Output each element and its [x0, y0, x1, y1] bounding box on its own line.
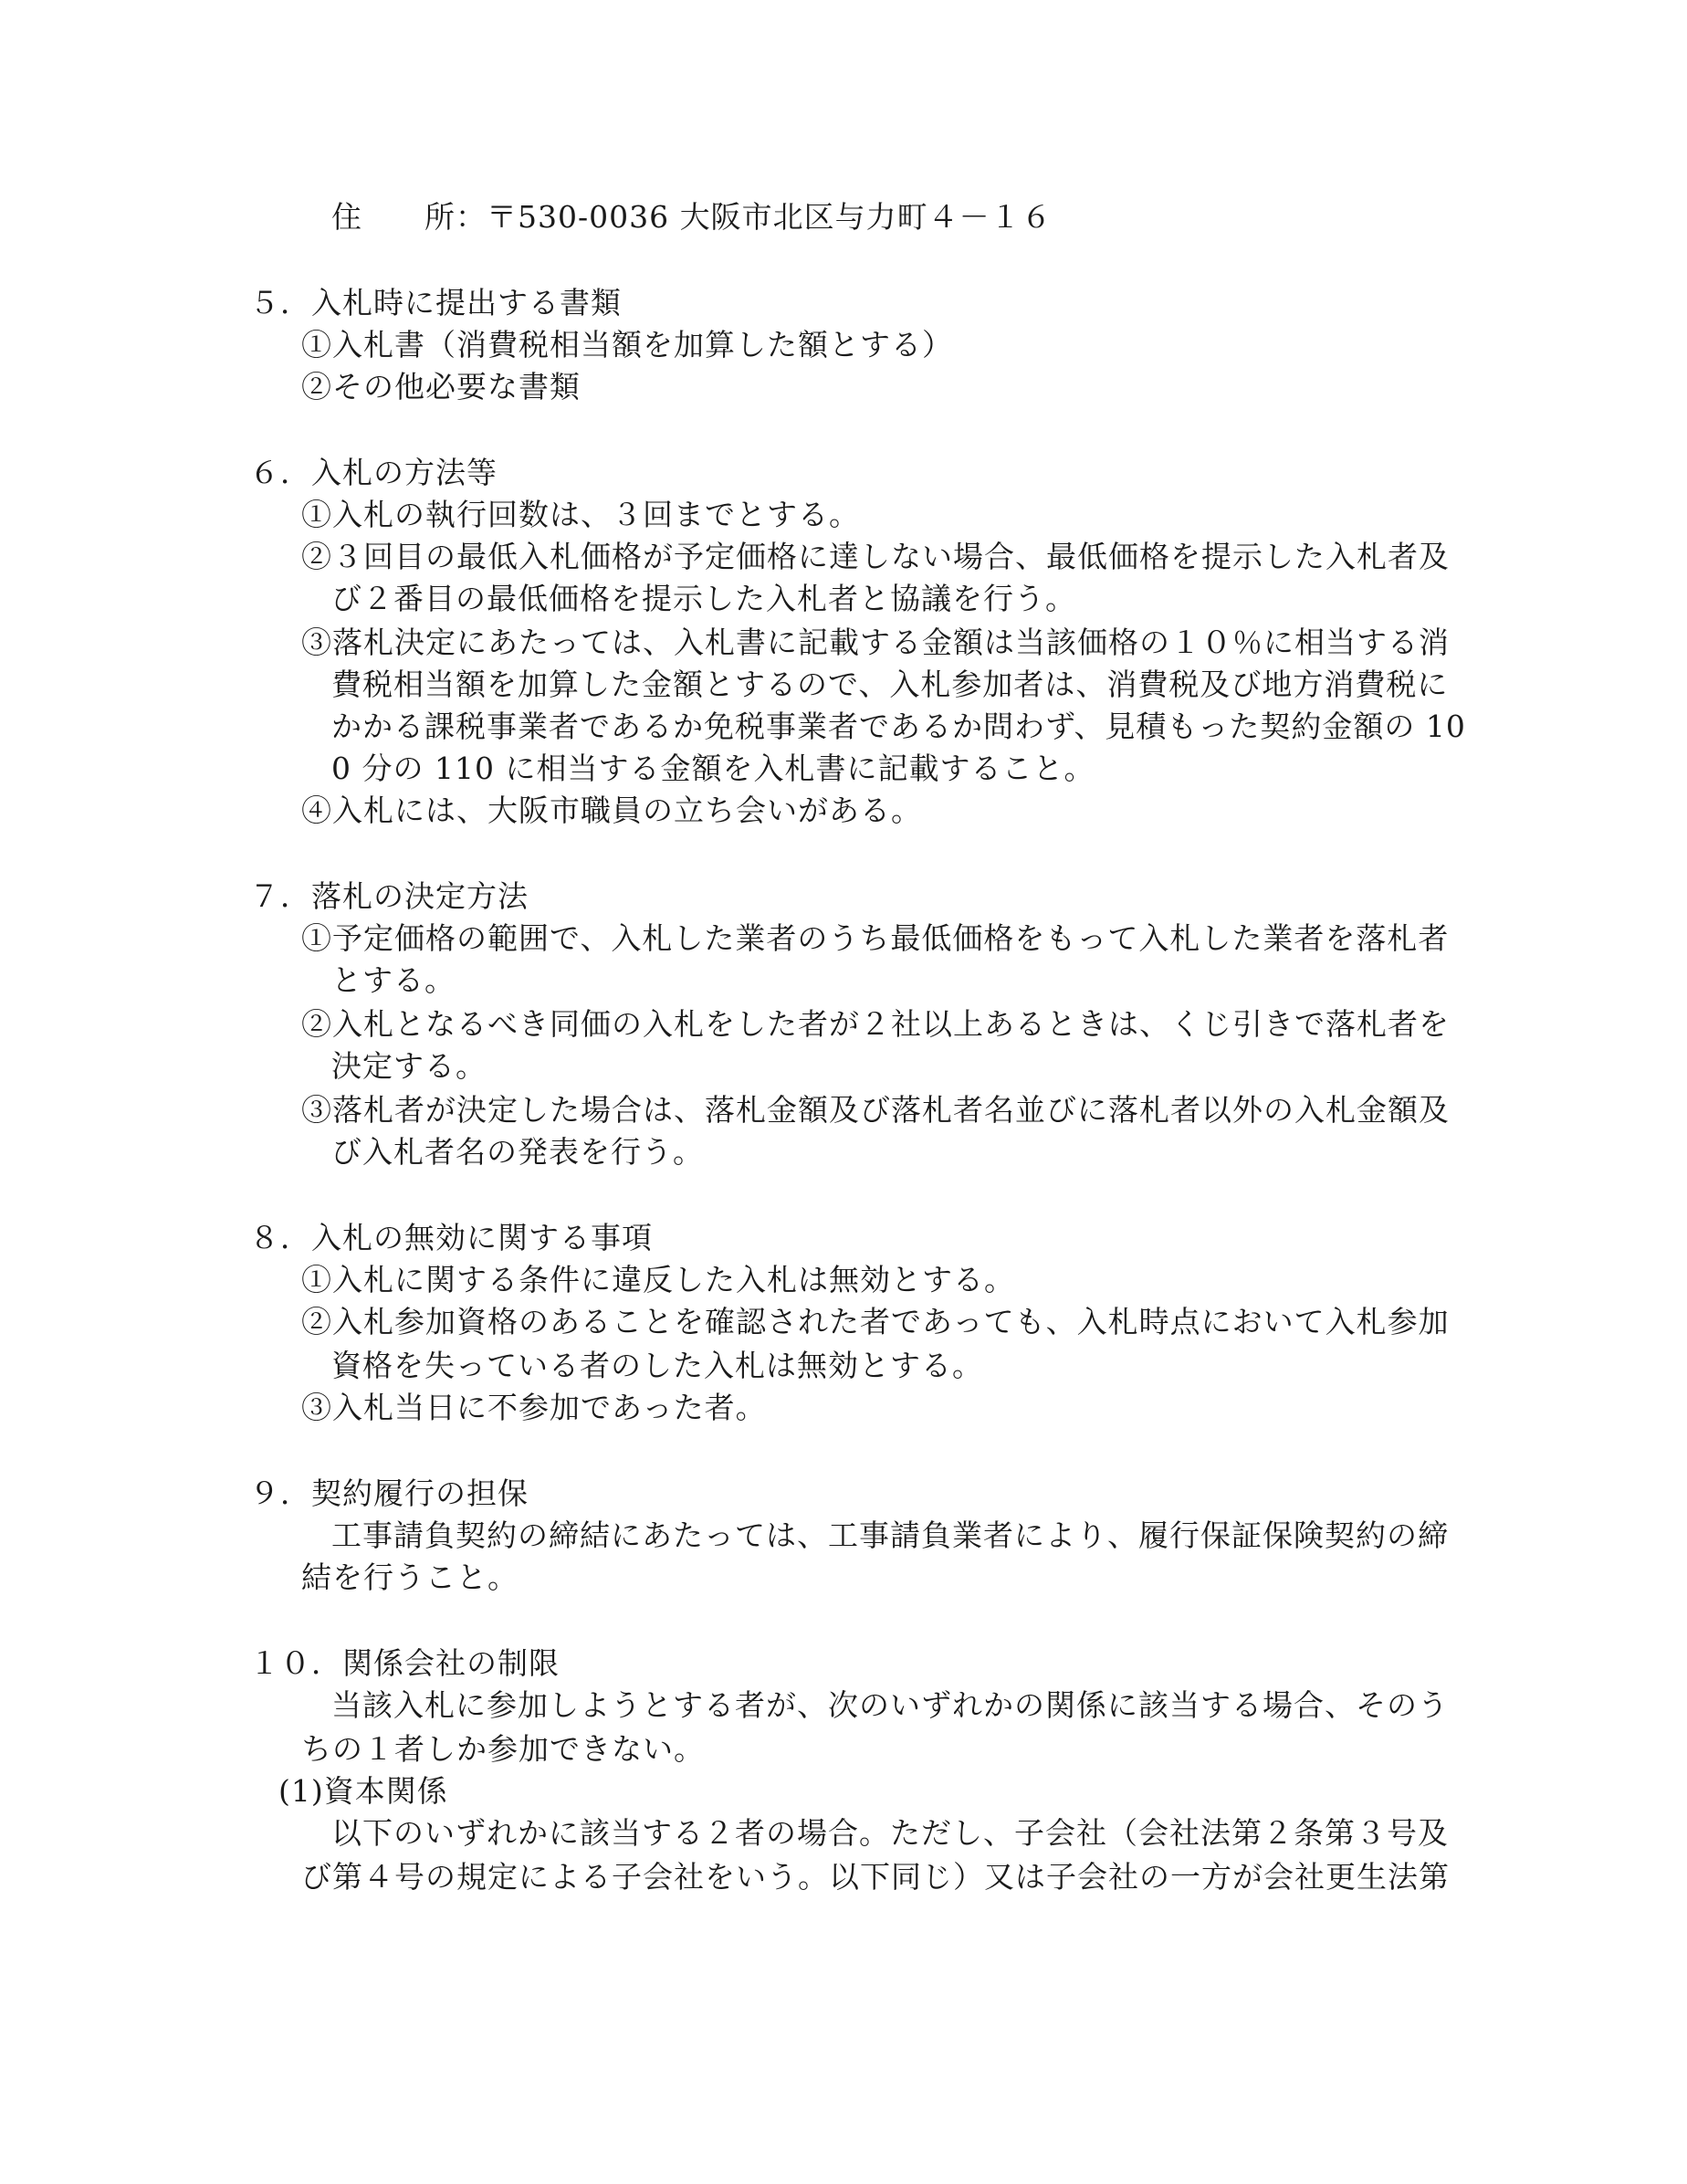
sec10-body-line-1: 当該入札に参加しようとする者が、次のいずれかの関係に該当する場合、そのう [331, 1687, 1449, 1723]
sec8-item-3: ③入札当日に不参加であった者。 [301, 1390, 767, 1425]
sec10-heading: １０．関係会社の制限 [249, 1645, 560, 1681]
sec8-heading: ８．入札の無効に関する事項 [249, 1220, 653, 1255]
sec6-item-3-line-1: ③落札決定にあたっては、入札書に記載する金額は当該価格の１０％に相当する消 [301, 625, 1450, 660]
sec8-item-1: ①入札に関する条件に違反した入札は無効とする。 [301, 1262, 1015, 1297]
sec8-item-2-line-2: 資格を失っている者のした入札は無効とする。 [331, 1348, 983, 1383]
sec7-item-1-line-2: とする。 [331, 962, 456, 998]
sec5-item-2: ②その他必要な書類 [301, 369, 581, 404]
sec7-item-1-line-1: ①予定価格の範囲で、入札した業者のうち最低価格をもって入札した業者を落札者 [301, 920, 1450, 956]
sec6-item-3-line-2: 費税相当額を加算した金額とするので、入札参加者は、消費税及び地方消費税に [331, 667, 1449, 702]
sec7-item-3-line-1: ③落札者が決定した場合は、落札金額及び落札者名並びに落札者以外の入札金額及 [301, 1092, 1450, 1128]
sec5-heading: ５．入札時に提出する書類 [249, 285, 622, 320]
sec9-heading: ９．契約履行の担保 [249, 1475, 529, 1511]
sec10-body-line-2: ちの１者しか参加できない。 [301, 1731, 705, 1767]
sec10-sub1-body-line-2: び第４号の規定による子会社をいう。以下同じ）又は子会社の一方が会社更生法第 [301, 1859, 1450, 1895]
sec9-body-line-1: 工事請負契約の締結にあたっては、工事請負業者により、履行保証保険契約の締 [331, 1517, 1449, 1553]
sec6-item-2-line-2: び２番目の最低価格を提示した入札者と協議を行う。 [331, 581, 1076, 616]
sec6-item-2-line-1: ②３回目の最低入札価格が予定価格に達しない場合、最低価格を提示した入札者及 [301, 539, 1450, 574]
sec7-item-2-line-1: ②入札となるべき同価の入札をした者が２社以上あるときは、くじ引きで落札者を [301, 1006, 1450, 1042]
sec5-item-1: ①入札書（消費税相当額を加算した額とする） [301, 327, 953, 362]
sec6-item-1: ①入札の執行回数は、３回までとする。 [301, 497, 860, 532]
sec7-heading: ７．落札の決定方法 [249, 878, 529, 914]
address-line: 住 所：〒530-0036 大阪市北区与力町４－１６ [331, 199, 1053, 235]
sec10-sub1-heading: (1)資本関係 [278, 1773, 448, 1809]
sec10-sub1-body-line-1: 以下のいずれかに該当する２者の場合。ただし、子会社（会社法第２条第３号及 [331, 1815, 1449, 1851]
sec7-item-3-line-2: び入札者名の発表を行う。 [331, 1134, 704, 1170]
sec8-item-2-line-1: ②入札参加資格のあることを確認された者であっても、入札時点において入札参加 [301, 1304, 1450, 1339]
sec6-item-3-line-3: かかる課税事業者であるか免税事業者であるか問わず、見積もった契約金額の 10 [331, 709, 1466, 744]
sec7-item-2-line-2: 決定する。 [331, 1048, 487, 1084]
sec9-body-line-2: 結を行うこと。 [301, 1559, 519, 1595]
sec6-item-3-line-4: 0 分の 110 に相当する金額を入札書に記載すること。 [331, 751, 1095, 786]
sec6-heading: ６．入札の方法等 [249, 455, 498, 490]
sec6-item-4: ④入札には、大阪市職員の立ち会いがある。 [301, 793, 922, 828]
